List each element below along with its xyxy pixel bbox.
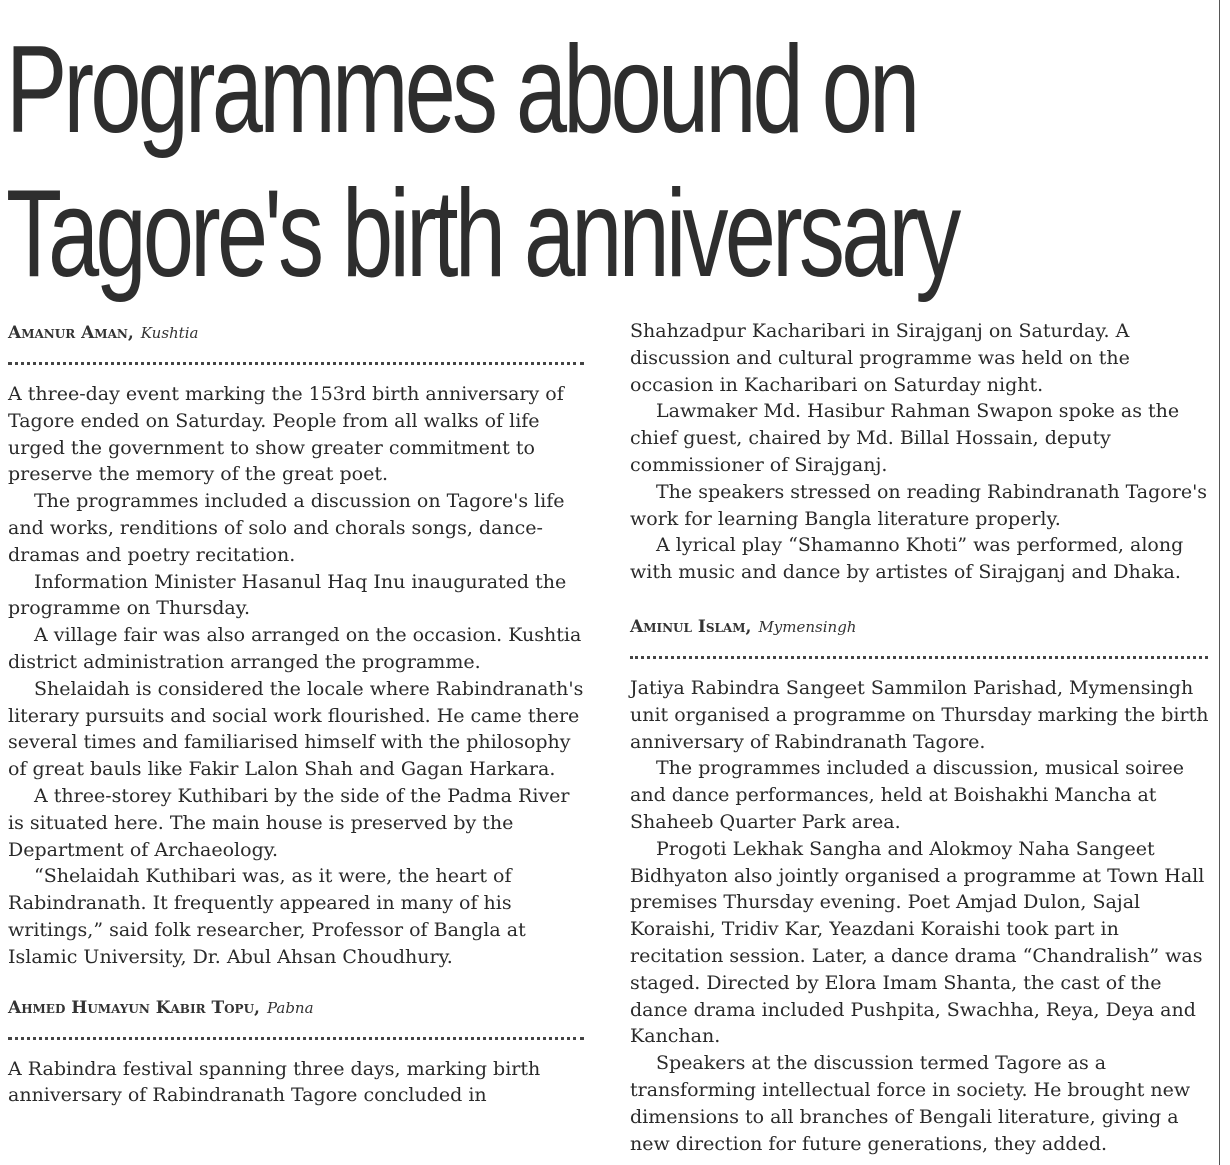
byline-author: Amanur Aman, [8,323,134,343]
paragraph: Jatiya Rabindra Sangeet Sammilon Parishad, Mymensingh unit organised a programme on Thursday marking the birth anniversary of Rabindranath Tagore. [630,676,1209,753]
dotted-divider [8,362,584,365]
paragraph: A three-day event marking the 153rd birth anniversary of Tagore ended on Saturday. People from all walks of life urged the government to show greater commitment to preserve the memory of the great poet. [8,383,564,486]
paragraph: Lawmaker Md. Hasibur Rahman Swapon spoke as the chief guest, chaired by Md. Billal Hossain, deputy commissioner of Sirajganj. [630,400,1180,476]
left-column [8,318,588,1109]
paragraph: Speakers at the discussion termed Tagore as a transforming intellectual force in society. He brought new dimensions to all branches of Bengali literature, giving a new direction for future generations, they added. [630,1052,1191,1155]
byline-author: Ahmed Humayun Kabir Topu, [8,997,260,1018]
paragraph: The speakers stressed on reading Rabindranath Tagore's work for learning Bangla literature properly. [630,480,1208,530]
headline-line-2: Tagore's birth anniversary [6,165,958,303]
paragraph: The programmes included a discussion, musical soiree and dance performances, held at Boishakhi Mancha at Shaheeb Quarter Park area. [630,757,1184,833]
byline-kushtia [8,318,588,348]
byline-place: Pabna [266,998,314,1017]
byline-pabna [8,993,588,1023]
paragraph: Shelaidah is considered the locale where Rabindranath's literary pursuits and social work flourished. He came there several times and familiarised himself with the philosophy of great bauls like Fakir Lalon Shah and Gagan Harkara. [8,677,584,781]
paragraph: A lyrical play “Shamanno Khoti” was performed, along with music and dance by artistes of Sirajganj and Dhaka. [630,534,1184,584]
column-rule-right [1219,0,1220,1165]
right-column [630,318,1212,1157]
byline-place: Mymensingh [758,617,857,636]
headline-line-1: Programmes abound on [6,21,917,159]
paragraph: Progoti Lekhak Sangha and Alokmoy Naha Sangeet Bidhyaton also jointly organised a programme at Town Hall premises Thursday evening. Poet Amjad Dulon, Sajal Koraishi, Tridiv Kar, Yeazdani Koraishi took part in recitation session. Later, a dance drama “Chandralish” was staged. Directed by Elora Imam Shanta, the cast of the dance drama included Pushpita, Swachha, Reya, Deya and Kanchan. [630,837,1205,1048]
dotted-divider [8,1037,584,1040]
paragraph: A village fair was also arranged on the occasion. Kushtia district administration arranged the programme. [8,624,582,673]
paragraph: A three-storey Kuthibari by the side of the Padma River is situated here. The main house is preserved by the Department of Archaeology. [8,784,570,861]
paragraph: Shahzadpur Kacharibari in Sirajganj on Saturday. A discussion and cultural programme was held on the occasion in Kacharibari on Saturday night. [630,320,1130,396]
paragraph: “Shelaidah Kuthibari was, as it were, the heart of Rabindranath. It frequently appeared in many of his writings,” said folk researcher, Professor of Bangla at Islamic University, Dr. Abul Ahsan Choudhury. [8,865,526,968]
paragraph: Information Minister Hasanul Haq Inu inaugurated the programme on Thursday. [8,570,567,620]
paragraph: A Rabindra festival spanning three days, marking birth anniversary of Rabindranath Tagore concluded in [8,1057,541,1107]
byline-mymensingh [630,612,1212,642]
headline [6,18,958,306]
dotted-divider [630,656,1208,659]
paragraph: The programmes included a discussion on Tagore's life and works, renditions of solo and chorals songs, dance-dramas and poetry recitation. [8,490,565,566]
byline-author: Aminul Islam, [630,616,752,637]
byline-place: Kushtia [140,324,199,342]
